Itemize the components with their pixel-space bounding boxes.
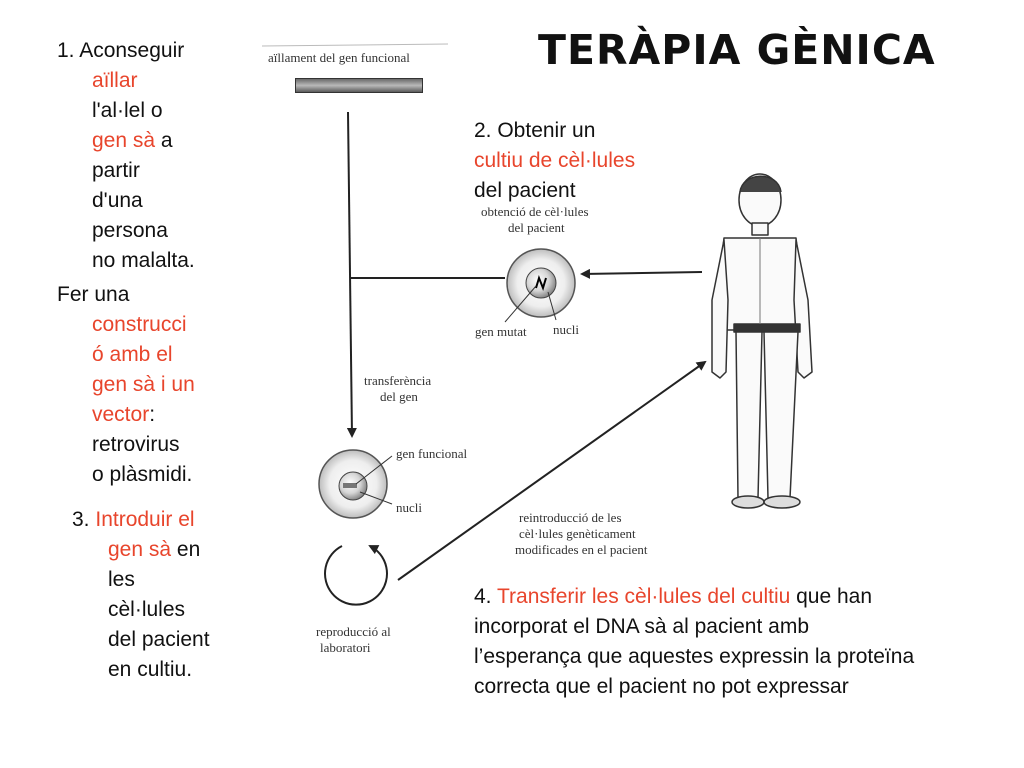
step1-line: o plàsmidi.	[92, 463, 193, 486]
scan-edge-line	[262, 44, 448, 46]
patient-neck	[752, 223, 768, 235]
patient-right-shoe	[764, 496, 800, 508]
label-nucli-bottom: nucli	[396, 500, 422, 515]
patient-left-arm	[712, 240, 728, 378]
label-obtain-line2: del pacient	[508, 220, 565, 235]
step3-line: del pacient	[108, 628, 210, 651]
step1-line-rest: :	[149, 403, 156, 426]
modified-cell	[319, 450, 392, 518]
label-nucli-top: nucli	[553, 322, 579, 337]
step3-number: 3.	[72, 508, 96, 531]
step2-line: cultiu de cèl·lules	[474, 149, 636, 172]
label-reintro-line1: reintroducció de les	[519, 510, 622, 525]
step3-line: cèl·lules	[108, 598, 186, 621]
highlight: Introduir el	[95, 508, 195, 531]
highlight: Transferir les cèl·lules del cultiu	[496, 585, 791, 608]
label-reintro-line2: cèl·lules genèticament	[519, 526, 636, 541]
patient-belt	[734, 324, 800, 332]
highlight: gen sà	[108, 538, 172, 561]
step1-line: no malalta.	[92, 249, 195, 272]
step4-line: incorporat el DNA sà al pacient amb	[474, 615, 810, 638]
step1-line: d'una	[92, 189, 143, 212]
step1-line: construcci	[92, 313, 187, 336]
highlight: vector	[92, 403, 150, 426]
label-reintro-line3: modificades en el pacient	[515, 542, 648, 557]
label-obtain-line1: obtenció de cèl·lules	[481, 204, 589, 219]
functional-gene-bar	[295, 78, 423, 93]
functional-gene	[343, 483, 357, 488]
reproduction-cycle-arrow	[325, 546, 387, 605]
step4-number: 4.	[474, 585, 497, 608]
patient-left-leg	[736, 332, 762, 498]
step1-line: gen sà i un	[92, 373, 195, 396]
step1-line: ó amb el	[92, 343, 173, 366]
step4-line: l’esperança que aquestes expressin la proteïna	[474, 645, 915, 668]
step4-line: correcta que el pacient no pot expressar	[474, 675, 849, 698]
step1-line: aïllar	[92, 69, 138, 92]
patient-hair	[740, 176, 781, 192]
label-gen-funcional: gen funcional	[396, 446, 468, 461]
label-transfer-line1: transferència	[364, 373, 432, 388]
highlight: gen sà	[92, 129, 156, 152]
step1-line-rest: a	[155, 129, 173, 152]
step3-line: les	[108, 568, 135, 591]
step2-line: del pacient	[474, 179, 576, 202]
arrow-patient-to-cell	[582, 272, 702, 274]
patient-cell	[505, 249, 575, 322]
step1-line: l'al·lel o	[92, 99, 163, 122]
patient-left-shoe	[732, 496, 764, 508]
step2-line: 2. Obtenir un	[474, 119, 596, 142]
step3-line: en cultiu.	[108, 658, 193, 681]
patient-right-leg	[764, 332, 798, 498]
step1-line: Fer una	[57, 283, 130, 306]
patient-figure	[712, 174, 812, 508]
arrow-transfer	[348, 112, 352, 436]
label-transfer-line2: del gen	[380, 389, 418, 404]
step1-line: retrovirus	[92, 433, 180, 456]
step1-line: partir	[92, 159, 140, 182]
page-title: TERÀPIA GÈNICA	[538, 26, 936, 74]
step3-line-rest: en	[171, 538, 201, 561]
label-repro-line1: reproducció al	[316, 624, 391, 639]
step1-line: 1. Aconseguir	[57, 39, 185, 62]
label-repro-line2: laboratori	[320, 640, 371, 655]
step4-line-rest: que han	[790, 585, 873, 608]
label-isolation: aïllament del gen funcional	[268, 50, 410, 65]
label-gen-mutat: gen mutat	[475, 324, 527, 339]
step1-line: persona	[92, 219, 168, 242]
